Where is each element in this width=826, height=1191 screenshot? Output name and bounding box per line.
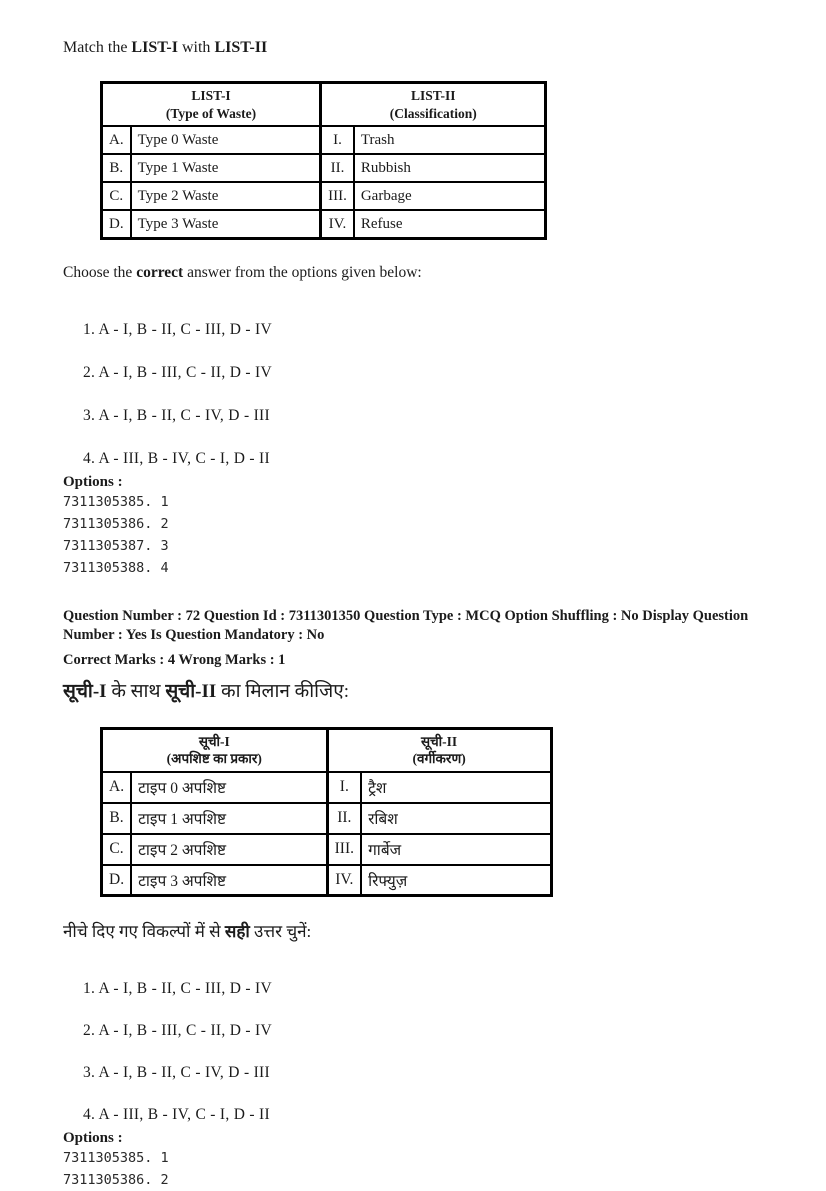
table-header-row: [102, 83, 546, 127]
list2-label: LIST-II: [214, 39, 268, 56]
option-item-1: 1. A - I, B - II, C - III, D - IV: [83, 980, 272, 998]
options-label: Options :: [63, 473, 123, 490]
list1-header-title: सूची-I: [198, 733, 230, 749]
table-row: [102, 126, 546, 154]
list2-header-subtitle: (Classification): [389, 105, 477, 121]
row-numeral: IV.: [321, 210, 354, 238]
row-left-text: Type 3 Waste: [131, 210, 321, 238]
row-right-text: Rubbish: [354, 154, 546, 182]
row-right-text: रबिश: [361, 803, 551, 834]
match-heading-pre: Match the: [63, 39, 132, 56]
list1-label-hindi: सूची-I: [63, 680, 107, 702]
row-letter: C.: [102, 182, 131, 210]
table-row: [102, 772, 552, 803]
marks-line: Correct Marks : 4 Wrong Marks : 1: [63, 651, 286, 668]
table-row: [102, 803, 552, 834]
row-numeral: I.: [321, 126, 354, 154]
table-row: [102, 865, 552, 896]
option-item-1: 1. A - I, B - II, C - III, D - IV: [83, 320, 272, 338]
list2-header-subtitle: (वर्गीकरण): [412, 751, 466, 767]
option-item-4: 4. A - III, B - IV, C - I, D - II: [83, 449, 270, 467]
row-letter: A.: [102, 126, 131, 154]
row-right-text: Garbage: [354, 182, 546, 210]
option-id: 7311305385. 1: [63, 1150, 169, 1167]
list1-header-subtitle: (Type of Waste): [165, 105, 257, 121]
row-numeral: III.: [327, 834, 361, 865]
choose-bold-word-hindi: सही: [224, 922, 250, 942]
meta-line-1: Question Number : 72 Question Id : 7311301350 Question Type : MCQ Option Shuffling : No Display Question: [63, 607, 749, 624]
table-row: [102, 210, 546, 238]
row-letter: D.: [102, 210, 131, 238]
option-id: 7311305388. 4: [63, 559, 169, 576]
row-numeral: I.: [327, 772, 361, 803]
row-numeral: II.: [321, 154, 354, 182]
option-item-3: 3. A - I, B - II, C - IV, D - III: [83, 406, 270, 424]
option-id: 7311305386. 2: [63, 1172, 169, 1189]
row-letter: B.: [102, 154, 131, 182]
match-heading-mid-hindi: के साथ: [106, 680, 166, 702]
row-left-text: Type 0 Waste: [131, 126, 321, 154]
choose-bold-word: correct: [136, 263, 184, 281]
row-letter: A.: [102, 772, 132, 803]
row-left-text: टाइप 1 अपशिष्ट: [131, 803, 327, 834]
option-id: 7311305387. 3: [63, 537, 169, 554]
row-numeral: II.: [327, 803, 361, 834]
english-question-section: [63, 38, 768, 579]
row-numeral: IV.: [327, 865, 361, 896]
row-letter: D.: [102, 865, 132, 896]
row-letter: B.: [102, 803, 132, 834]
choose-instruction-hindi: [63, 919, 768, 942]
option-item-3: 3. A - I, B - II, C - IV, D - III: [83, 1064, 270, 1082]
row-left-text: टाइप 0 अपशिष्ट: [131, 772, 327, 803]
match-table-english: [100, 81, 547, 240]
row-left-text: Type 1 Waste: [131, 154, 321, 182]
match-heading-mid: with: [177, 39, 215, 56]
row-numeral: III.: [321, 182, 354, 210]
option-item-4: 4. A - III, B - IV, C - I, D - II: [83, 1106, 270, 1124]
option-id: 7311305385. 1: [63, 493, 169, 510]
option-item-2: 2. A - I, B - III, C - II, D - IV: [83, 1022, 272, 1040]
question-title-english: [63, 38, 768, 57]
question-metadata: [63, 607, 768, 645]
list1-label: LIST-I: [131, 39, 178, 56]
options-label: Options :: [63, 1130, 123, 1147]
choose-post-hindi: उत्तर चुनें:: [249, 922, 312, 942]
list2-header-title: LIST-II: [410, 88, 456, 104]
row-left-text: Type 2 Waste: [131, 182, 321, 210]
match-heading-post-hindi: का मिलान कीजिए:: [216, 680, 349, 702]
list2-label-hindi: सूची-II: [165, 680, 217, 702]
list1-column-header: [102, 728, 328, 772]
option-list-english: [63, 296, 768, 468]
table-row: [102, 182, 546, 210]
choose-instruction-english: [63, 264, 768, 282]
list1-header-title: LIST-I: [191, 88, 231, 104]
list2-column-header: [321, 83, 546, 127]
choose-pre: Choose the: [63, 263, 137, 281]
list1-column-header: [102, 83, 321, 127]
row-letter: C.: [102, 834, 132, 865]
row-left-text: टाइप 3 अपशिष्ट: [131, 865, 327, 896]
choose-post: answer from the options given below:: [183, 263, 422, 281]
option-list-hindi: [63, 956, 768, 1124]
row-right-text: Refuse: [354, 210, 546, 238]
table-header-row: [102, 728, 552, 772]
option-item-2: 2. A - I, B - III, C - II, D - IV: [83, 363, 272, 381]
list2-column-header: [327, 728, 551, 772]
row-right-text: ट्रैश: [361, 772, 551, 803]
meta-line-2: Number : Yes Is Question Mandatory : No: [63, 626, 325, 643]
row-right-text: रिफ्युज़: [361, 865, 551, 896]
row-right-text: Trash: [354, 126, 546, 154]
table-row: [102, 154, 546, 182]
option-id-list: [63, 491, 768, 579]
option-id: 7311305386. 2: [63, 515, 169, 532]
option-id-list: [63, 1147, 768, 1191]
hindi-question-section: [63, 677, 768, 1191]
list2-header-title: सूची-II: [420, 733, 458, 749]
match-table-hindi: [100, 727, 553, 898]
table-row: [102, 834, 552, 865]
question-title-hindi: [63, 677, 768, 703]
row-right-text: गार्बेज: [361, 834, 551, 865]
row-left-text: टाइप 2 अपशिष्ट: [131, 834, 327, 865]
choose-pre-hindi: नीचे दिए गए विकल्पों में से: [63, 922, 225, 942]
list1-header-subtitle: (अपशिष्ट का प्रकार): [166, 751, 262, 767]
